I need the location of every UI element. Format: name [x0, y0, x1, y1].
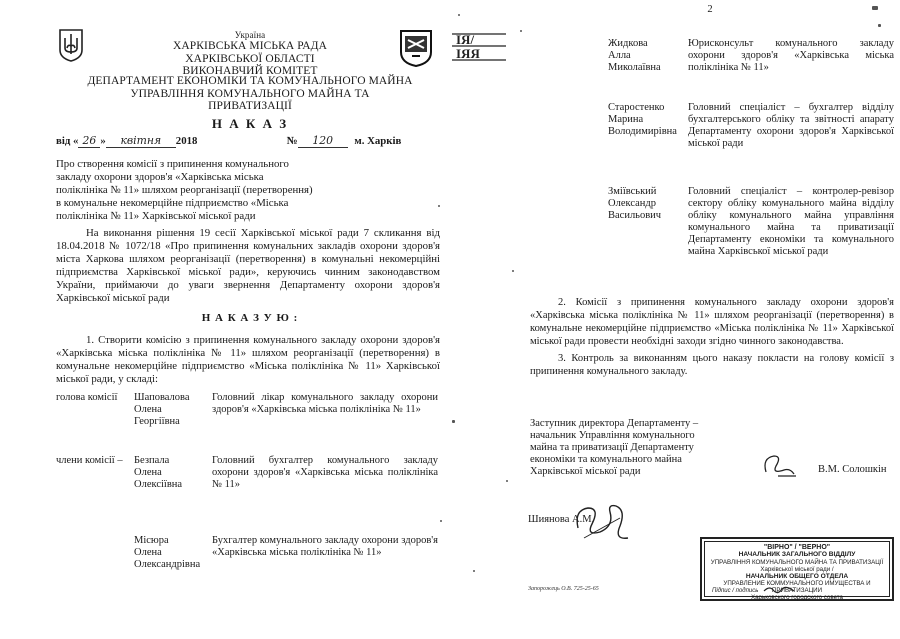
member-firstname: Олена: [134, 467, 162, 478]
header-oblast: ХАРКІВСЬКОЇ ОБЛАСТІ: [185, 52, 315, 65]
order-heading: Н А К А З У Ю :: [201, 312, 299, 324]
member-surname: Місюра: [134, 535, 169, 546]
stamp-line: НАЧАЛЬНИК ОБЩЕГО ОТДЕЛА: [745, 572, 849, 580]
member-surname: Жидкова: [608, 38, 648, 49]
executor-note: Запорожець О.В. 725-25-65: [528, 586, 599, 592]
member-name: [134, 535, 224, 571]
doc-type-heading: Н А К А З: [211, 116, 289, 131]
stamp-title: "ВІРНО" / "ВЕРНО": [763, 544, 831, 551]
member-position: Бухгалтер комунального закладу охорони здоров'я «Харківська міська поліклініка № 11»: [212, 535, 438, 558]
member-role: голова комісії: [56, 392, 118, 403]
order-line: [56, 134, 436, 148]
order-month: квітня: [106, 134, 176, 148]
member-position: Головний бухгалтер комунального закладу охорони здоров'я «Харківська міська поліклініка № 11»: [212, 455, 438, 490]
member-firstname: Олена: [134, 547, 162, 558]
member-name: [134, 392, 214, 428]
title-line: в комунальне некомерційне підприємство «Міська: [56, 197, 289, 209]
signature-line: начальник Управління комунального: [530, 430, 695, 441]
title-line: закладу охорони здоров'я «Харківська міська: [56, 171, 264, 183]
header-council: ХАРКІВСЬКА МІСЬКА РАДА: [172, 40, 328, 52]
member-surname: Безпала: [134, 455, 170, 466]
signature-block: [530, 418, 730, 478]
member-position: Юрисконсульт комунального закладу охорони здоров'я «Харківська міська поліклініка № 11»: [688, 38, 894, 73]
stamp-sign-label: Підпис / подпись: [712, 588, 759, 594]
director-signature-scribble: [760, 450, 800, 482]
member-surname: Шаповалова: [134, 392, 190, 403]
header-directorate-cont: ПРИВАТИЗАЦІЇ: [208, 100, 292, 112]
header-committee: ВИКОНАВЧИЙ КОМІТЕТ: [182, 65, 318, 77]
order-city: м. Харків: [354, 135, 402, 147]
member-position: Головний спеціаліст – контролер-ревізор сектору обліку комунального майна відділу обліку комунального майна управління комунального майна та приватизації Департаменту економіки та комунального майна Харківської міської ради: [688, 186, 894, 257]
order-day: 26: [78, 134, 100, 148]
header-country: Україна: [234, 30, 266, 40]
member-name: [608, 38, 686, 74]
member-patronymic: Олександрівна: [134, 559, 201, 570]
member-patronymic: Васильович: [608, 210, 662, 221]
signatory-name: В.М. Солошкін: [818, 464, 887, 475]
svg-text:ІЯЯ: ІЯЯ: [456, 46, 480, 61]
member-name: [608, 186, 686, 222]
order-item-3: 3. Контроль за виконанням цього наказу покласти на голову комісії з припинення комунального закладу.: [530, 353, 894, 377]
member-firstname: Олександр: [608, 198, 656, 209]
stamp-line: Харківської міської ради /: [760, 565, 834, 573]
header-directorate: УПРАВЛІННЯ КОМУНАЛЬНОГО МАЙНА ТА: [130, 87, 370, 100]
corner-stamp-mark: [448, 30, 510, 64]
order-item-2: 2. Комісії з припинення комунального закладу охорони здоров'я «Харківська міська поліклініка № 11» шляхом реорганізації (перетворення) в комунальне некомерційне підприємство «Міська поліклініка № 11» Харківської міської ради провести необхідні заходи згідно чинного законодавства.: [530, 297, 894, 347]
title-line: поліклініка № 11» шляхом реорганізації (перетворення): [56, 184, 313, 196]
approver-name: Шиянова А.М.: [528, 514, 595, 525]
order-number-prefix: №: [286, 135, 298, 147]
signature-line: Харківської міської ради: [530, 466, 641, 477]
member-patronymic: Олексіївна: [134, 479, 183, 490]
coat-of-arms-icon: [58, 28, 84, 62]
kharkiv-emblem-icon: [398, 28, 434, 68]
member-surname: Зміївський: [608, 186, 657, 197]
stamp-line: УПРАВЛІННЯ КОМУНАЛЬНОГО МАЙНА ТА ПРИВАТИЗАЦІЇ: [710, 558, 884, 566]
member-firstname: Олена: [134, 404, 162, 415]
order-title: [56, 158, 356, 223]
header-department: ДЕПАРТАМЕНТ ЕКОНОМІКИ ТА КОМУНАЛЬНОГО МАЙНА: [87, 75, 413, 87]
order-item-1: 1. Створити комісію з припинення комунального закладу охорони здоров'я «Харківська міська поліклініка № 11» шляхом реорганізації (перетворення) в комунальне некомерційне підприємство «Міська поліклініка № 11» Харківської міської ради, у складі:: [56, 334, 440, 385]
order-quote-close: »: [100, 135, 106, 147]
signature-line: Заступник директора Департаменту –: [530, 418, 699, 429]
title-line: Про створення комісії з припинення комунального: [56, 158, 289, 170]
approver-signature-scribble: [570, 498, 634, 548]
member-position: Головний лікар комунального закладу охорони здоров'я «Харківська міська поліклініка № 11»: [212, 392, 438, 415]
signature-line: економіки та комунального майна: [530, 454, 682, 465]
svg-text:ІЯ/: ІЯ/: [456, 32, 475, 47]
order-number: 120: [298, 134, 348, 148]
preamble-paragraph: На виконання рішення 19 сесії Харківської міської ради 7 скликання від 18.04.2018 № 1072/18 «Про припинення комунальних закладів охорони здоров'я міста Харкова шляхом реорганізації (перетворення) в комунальні некомерційні підприємства Харківської міської ради», керуючись чинним законодавством України, приймаючи до уваги звернення Департаменту охорони здоров'я Харківської міської ради: [56, 227, 440, 304]
stamp-line: УПРАВЛЕНИЕ КОММУНАЛЬНОГО ИМУЩЕСТВА И ПРИВАТИЗАЦИИ: [723, 580, 871, 595]
stamp-signature-scribble: [762, 582, 796, 594]
title-line: поліклініка № 11» Харківської міської ради: [56, 210, 256, 222]
member-surname: Старостенко: [608, 102, 665, 113]
stamp-line: НАЧАЛЬНИК ЗАГАЛЬНОГО ВІДДІЛУ: [738, 551, 856, 559]
signature-line: майна та приватизації Департаменту: [530, 442, 694, 453]
stamp-line: Харьковского городского совета: [750, 594, 844, 602]
member-role: члени комісії –: [56, 455, 123, 466]
member-position: Головний спеціаліст – бухгалтер відділу бухгалтерського обліку та звітності апарату Департаменту охорони здоров'я Харківської міської ради: [688, 102, 894, 149]
member-name: [608, 102, 686, 138]
member-patronymic: Володимирівна: [608, 126, 677, 137]
member-firstname: Алла: [608, 50, 631, 61]
order-from-prefix: від «: [56, 135, 79, 147]
member-patronymic: Георгіївна: [134, 416, 180, 427]
order-year: 2018: [175, 135, 198, 147]
member-firstname: Марина: [608, 114, 644, 125]
member-name: [134, 455, 214, 491]
member-patronymic: Миколаївна: [608, 62, 661, 73]
page-number: 2: [707, 4, 713, 15]
